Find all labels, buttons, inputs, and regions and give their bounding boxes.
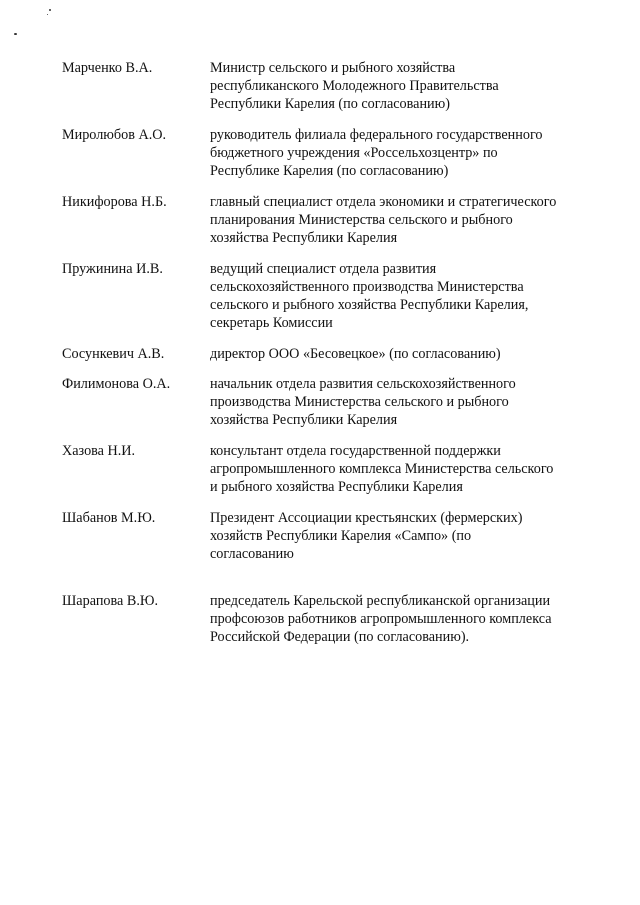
member-row bbox=[62, 442, 592, 496]
member-row bbox=[62, 126, 592, 180]
member-row bbox=[62, 345, 592, 363]
member-row bbox=[62, 509, 592, 563]
member-role: консультант отдела государственной поддержки агропромышленного комплекса Министерства сельского и рыбного хозяйства Республики Карелия bbox=[210, 443, 554, 495]
member-name: Филимонова О.А. bbox=[62, 376, 171, 392]
member-name: Шабанов М.Ю. bbox=[62, 510, 156, 526]
member-row bbox=[62, 260, 592, 332]
member-role: главный специалист отдела экономики и стратегического планирования Министерства сельского и рыбного хозяйства Республики Карелия bbox=[210, 194, 557, 246]
scan-speck bbox=[49, 9, 51, 11]
member-name: Хазова Н.И. bbox=[62, 443, 136, 459]
member-row bbox=[62, 59, 592, 113]
scan-speck bbox=[47, 14, 48, 15]
scan-speck bbox=[14, 33, 17, 35]
member-role: руководитель филиала федерального государственного бюджетного учреждения «Россельхозцентр» по Республике Карелия (по согласованию) bbox=[210, 127, 543, 179]
member-role: Министр сельского и рыбного хозяйства республиканского Молодежного Правительства Республики Карелия (по согласованию) bbox=[210, 60, 499, 112]
member-row bbox=[62, 375, 592, 429]
member-name: Сосункевич А.В. bbox=[62, 346, 165, 362]
commission-members-list bbox=[62, 59, 592, 646]
member-name: Марченко В.А. bbox=[62, 60, 153, 76]
member-name: Никифорова Н.Б. bbox=[62, 194, 167, 210]
member-name: Пружинина И.В. bbox=[62, 261, 163, 277]
member-role: директор ООО «Бесовецкое» (по согласованию) bbox=[210, 346, 501, 362]
member-role: начальник отдела развития сельскохозяйственного производства Министерства сельского и рыбного хозяйства Республики Карелия bbox=[210, 376, 516, 428]
member-name: Шарапова В.Ю. bbox=[62, 593, 158, 609]
member-name: Миролюбов А.О. bbox=[62, 127, 167, 143]
member-role: председатель Карельской республиканской организации профсоюзов работников агропромышленного комплекса Российской Федерации (по согласованию). bbox=[210, 593, 552, 645]
member-role: Президент Ассоциации крестьянских (фермерских) хозяйств Республики Карелия «Сампо» (по согласованию bbox=[210, 510, 523, 562]
member-role: ведущий специалист отдела развития сельскохозяйственного производства Министерства сельского и рыбного хозяйства Республики Карелия, секретарь Комиссии bbox=[210, 261, 529, 331]
member-row bbox=[62, 592, 592, 646]
member-row bbox=[62, 193, 592, 247]
